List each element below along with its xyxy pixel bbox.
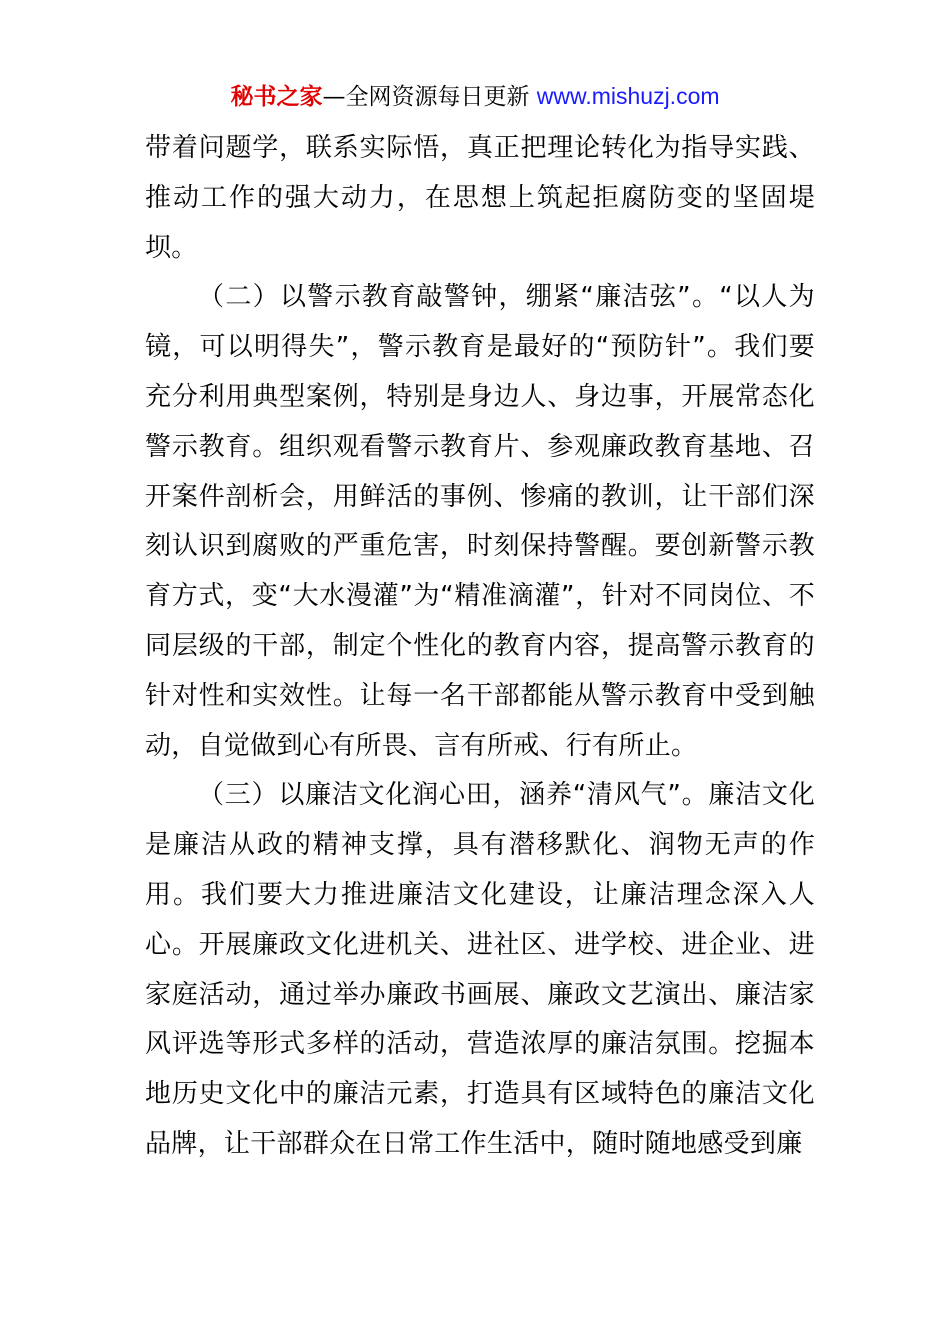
document-body [145, 124, 815, 1170]
paragraph-section-two: （二）以警示教育敲警钟，绷紧“廉洁弦”。“以人为镜，可以明得失”，警示教育是最好的“预防针”。我们要充分利用典型案例，特别是身边人、身边事，开展常态化警示教育。组织观看警示教育片、参观廉政教育基地、召开案件剖析会，用鲜活的事例、惨痛的教训，让干部们深刻认识到腐败的严重危害，时刻保持警醒。要创新警示教育方式，变“大水漫灌”为“精准滴灌”，针对不同岗位、不同层级的干部，制定个性化的教育内容，提高警示教育的针对性和实效性。让每一名干部都能从警示教育中受到触动，自觉做到心有所畏、言有所戒、行有所止。 [145, 282, 815, 761]
paragraph-section-three: （三）以廉洁文化润心田，涵养“清风气”。廉洁文化是廉洁从政的精神支撑，具有潜移默化、润物无声的作用。我们要大力推进廉洁文化建设，让廉洁理念深入人心。开展廉政文化进机关、进社区、进学校、进企业、进家庭活动，通过举办廉政书画展、廉政文艺演出、廉洁家风评选等形式多样的活动，营造浓厚的廉洁氛围。挖掘本地历史文化中的廉洁元素，打造具有区域特色的廉洁文化品牌，让干部群众在日常工作生活中，随时随地感受到廉 [145, 780, 815, 1159]
site-url-link[interactable]: www.mishuzj.com [536, 83, 720, 109]
site-header [0, 80, 950, 113]
site-tagline: —全网资源每日更新 [322, 84, 537, 110]
site-brand: 秘书之家 [230, 84, 323, 110]
paragraph-continuation: 带着问题学，联系实际悟，真正把理论转化为指导实践、推动工作的强大动力，在思想上筑起拒腐防变的坚固堤坝。 [145, 133, 815, 263]
